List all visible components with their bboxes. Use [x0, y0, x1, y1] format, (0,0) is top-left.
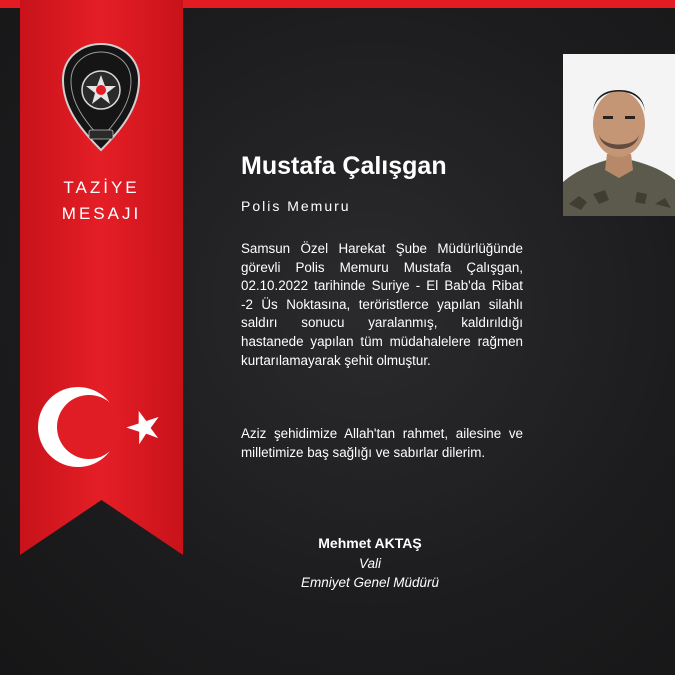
- portrait-photo: [563, 54, 675, 216]
- person-name: Mustafa Çalışgan: [241, 152, 447, 180]
- signature-department: Emniyet Genel Müdürü: [300, 575, 440, 590]
- signature-name: Mehmet AKTAŞ: [318, 535, 422, 551]
- message-paragraph-1: Samsun Özel Harekat Şube Müdürlüğünde görevli Polis Memuru Mustafa Çalışgan, 02.10.2022 tarihinde Suriye - El Bab'da Ribat -2 Üs Noktasına, teröristlerce yapılan silahlı saldırı sonucu yaralanmış, kaldırıldığı hastanede yapılan tüm müdahalelere rağmen kurtarılamayarak şehit olmuştur.: [241, 241, 523, 368]
- banner-title-line2: MESAJI: [61, 204, 142, 223]
- message-paragraph-2: Aziz şehidimize Allah'tan rahmet, ailesine ve milletimize baş sağlığı ve sabırlar dilerim.: [241, 426, 523, 460]
- turkish-crescent-star-icon: [32, 372, 172, 482]
- banner-title-line1: TAZİYE: [63, 178, 140, 197]
- person-rank: Polis Memuru: [241, 198, 351, 214]
- signature-title: Vali: [358, 556, 381, 571]
- police-badge-icon: [59, 42, 143, 154]
